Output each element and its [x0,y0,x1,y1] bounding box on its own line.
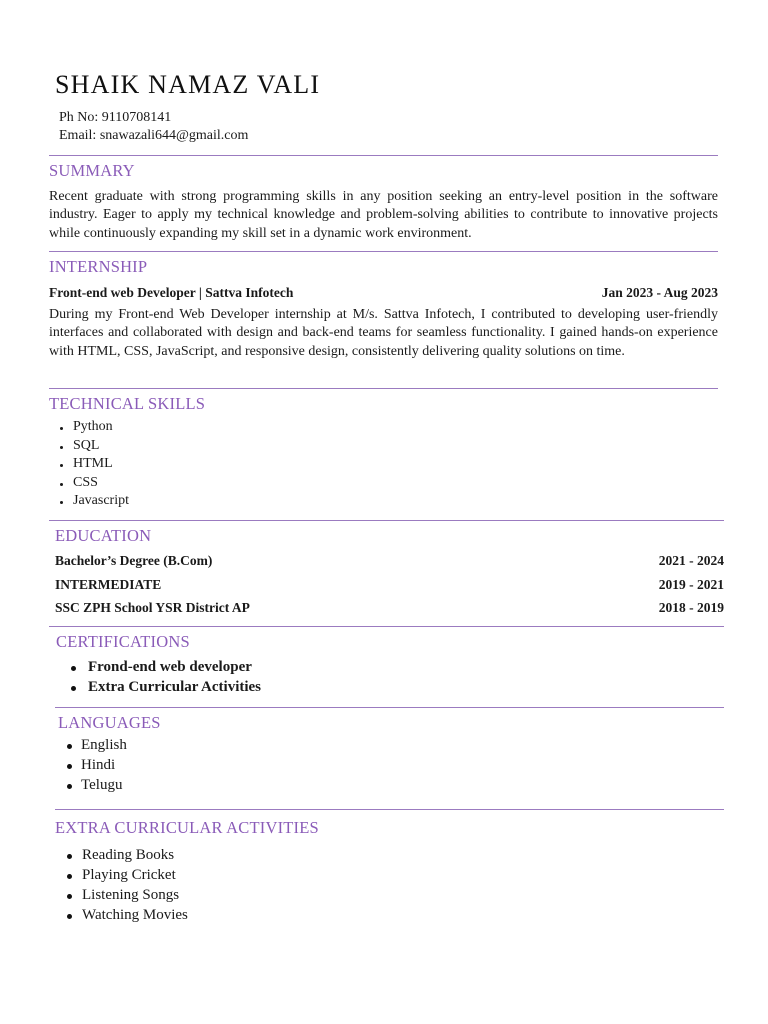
skill-item: Javascript [49,492,129,511]
languages-heading: LANGUAGES [58,713,161,732]
internship-heading: INTERNSHIP [49,257,148,276]
skills-divider [49,520,724,521]
header-divider [49,155,718,156]
certification-item: Frond-end web developer [68,657,261,677]
internship-row [49,285,718,301]
education-years: 2021 - 2024 [658,553,724,568]
skill-item: CSS [49,474,129,493]
education-row [55,553,724,569]
summary-text: Recent graduate with strong programming skills in any position seeking an entry-level position in the software industry. Eager to apply my technical knowledge and problem-solving abilities to contribute to innovative projects while continuously expanding my skill set in a dynamic work environment. [49,189,718,241]
extracurricular-heading: EXTRA CURRICULAR ACTIVITIES [55,818,319,837]
email-address: Email: snawazali644@gmail.com [59,128,249,143]
activity-item: Playing Cricket [67,865,188,885]
activity-item: Reading Books [67,845,188,865]
skill-item: SQL [49,437,129,456]
education-divider [49,626,724,627]
candidate-name: SHAIK NAMAZ VALI [55,70,321,99]
summary-divider [49,251,718,252]
education-years: 2018 - 2019 [658,600,724,615]
education-row [55,600,724,616]
education-name: INTERMEDIATE [55,577,162,592]
internship-divider [49,388,718,389]
phone-number: Ph No: 9110708141 [59,110,172,125]
languages-list [67,735,127,795]
education-name: Bachelor’s Degree (B.Com) [55,553,213,568]
language-item: Telugu [67,775,127,795]
certifications-divider [55,707,724,708]
certifications-list [68,657,261,697]
languages-divider [55,809,724,810]
education-name: SSC ZPH School YSR District AP [55,600,250,615]
education-heading: EDUCATION [55,526,152,545]
internship-dates: Jan 2023 - Aug 2023 [601,285,718,300]
language-item: English [67,735,127,755]
activity-item: Watching Movies [67,905,188,925]
education-years: 2019 - 2021 [658,577,724,592]
activity-item: Listening Songs [67,885,188,905]
certifications-heading: CERTIFICATIONS [56,632,190,651]
extracurricular-list [67,845,188,925]
skill-item: Python [49,418,129,437]
skills-heading: TECHNICAL SKILLS [49,394,206,413]
certification-item: Extra Curricular Activities [68,677,261,697]
skills-list [49,418,129,511]
education-row [55,577,724,593]
internship-description: During my Front-end Web Developer internship at M/s. Sattva Infotech, I contributed to developing user-friendly interfaces and collaborated with design and back-end teams for seamless functionality. I gained hands-on experience with HTML, CSS, JavaScript, and responsive design, consistently delivering quality solutions on time. [49,307,718,359]
summary-heading: SUMMARY [49,161,135,180]
internship-role: Front-end web Developer | Sattva Infotech [49,285,294,300]
language-item: Hindi [67,755,127,775]
skill-item: HTML [49,455,129,474]
